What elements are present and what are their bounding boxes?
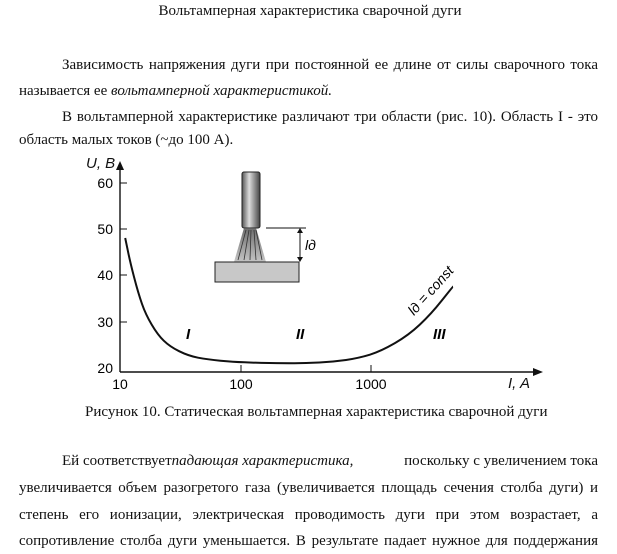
paragraph-1-line-2-text: называется ее xyxy=(19,83,111,99)
paragraph-3-line-1-b: поскольку с увеличением тока xyxy=(404,453,598,469)
paragraph-1-line-1: Зависимость напряжения дуги при постоянной ее длине от силы сварочного тока xyxy=(62,57,598,73)
x-ticks xyxy=(112,365,387,392)
x-tick-100: 100 xyxy=(229,376,253,392)
arc-inset-illustration xyxy=(215,172,316,282)
y-axis-label: U, B xyxy=(86,155,116,172)
y-tick-40: 40 xyxy=(97,267,113,283)
workpiece-plate xyxy=(215,262,299,282)
region-label-III: III xyxy=(433,326,446,343)
y-ticks xyxy=(97,175,127,376)
y-tick-50: 50 xyxy=(97,221,113,237)
paragraph-3-line-2: увеличивается объем разогретого газа (увеличивается площадь сечения столба дуги) и xyxy=(19,480,598,496)
figure-caption: Рисунок 10. Статическая вольтамперная характеристика сварочной дуги xyxy=(85,404,548,420)
series-curve xyxy=(125,238,453,363)
electrode-rod xyxy=(242,172,260,228)
paragraph-3-line-1-a: Ей соответствует xyxy=(62,453,172,469)
figure-chart xyxy=(0,148,617,400)
term-falling: падающая характеристика, xyxy=(171,453,354,469)
paragraph-2-line-1: В вольтамперной характеристике различают три области (рис. 10). Область I - это xyxy=(62,109,598,125)
x-tick-1000: 1000 xyxy=(355,376,387,392)
paragraph-3-line-1 xyxy=(62,452,598,470)
y-tick-60: 60 xyxy=(97,175,113,191)
y-tick-20: 20 xyxy=(97,360,113,376)
page-title: Вольтамперная характеристика сварочной дуги xyxy=(158,3,462,19)
region-label-I: I xyxy=(186,326,191,343)
arc-length-label: lд xyxy=(305,237,316,253)
x-axis-arrow-icon xyxy=(533,368,543,376)
paragraph-3-line-4: сопротивление столба дуги уменьшается. В результате падает нужное для поддержания xyxy=(19,533,598,549)
x-tick-10: 10 xyxy=(112,376,128,392)
paragraph-2-line-2: область малых токов (~до 100 А). xyxy=(19,132,234,148)
dimension-arrow-down-icon xyxy=(297,257,303,262)
y-tick-30: 30 xyxy=(97,314,113,330)
y-axis-arrow-icon xyxy=(116,161,124,170)
x-axis-label: I, A xyxy=(508,375,530,392)
curve-annotation: lд = const xyxy=(404,262,457,319)
paragraph-3-line-3: степень его ионизации, электрическая проводимость дуги при этом возрастает, а xyxy=(19,507,598,523)
dimension-arrow-up-icon xyxy=(297,228,303,233)
term-volt-ampere: вольтамперной характеристикой. xyxy=(111,83,333,99)
paragraph-1-line-2 xyxy=(19,82,332,100)
region-label-II: II xyxy=(296,326,305,343)
